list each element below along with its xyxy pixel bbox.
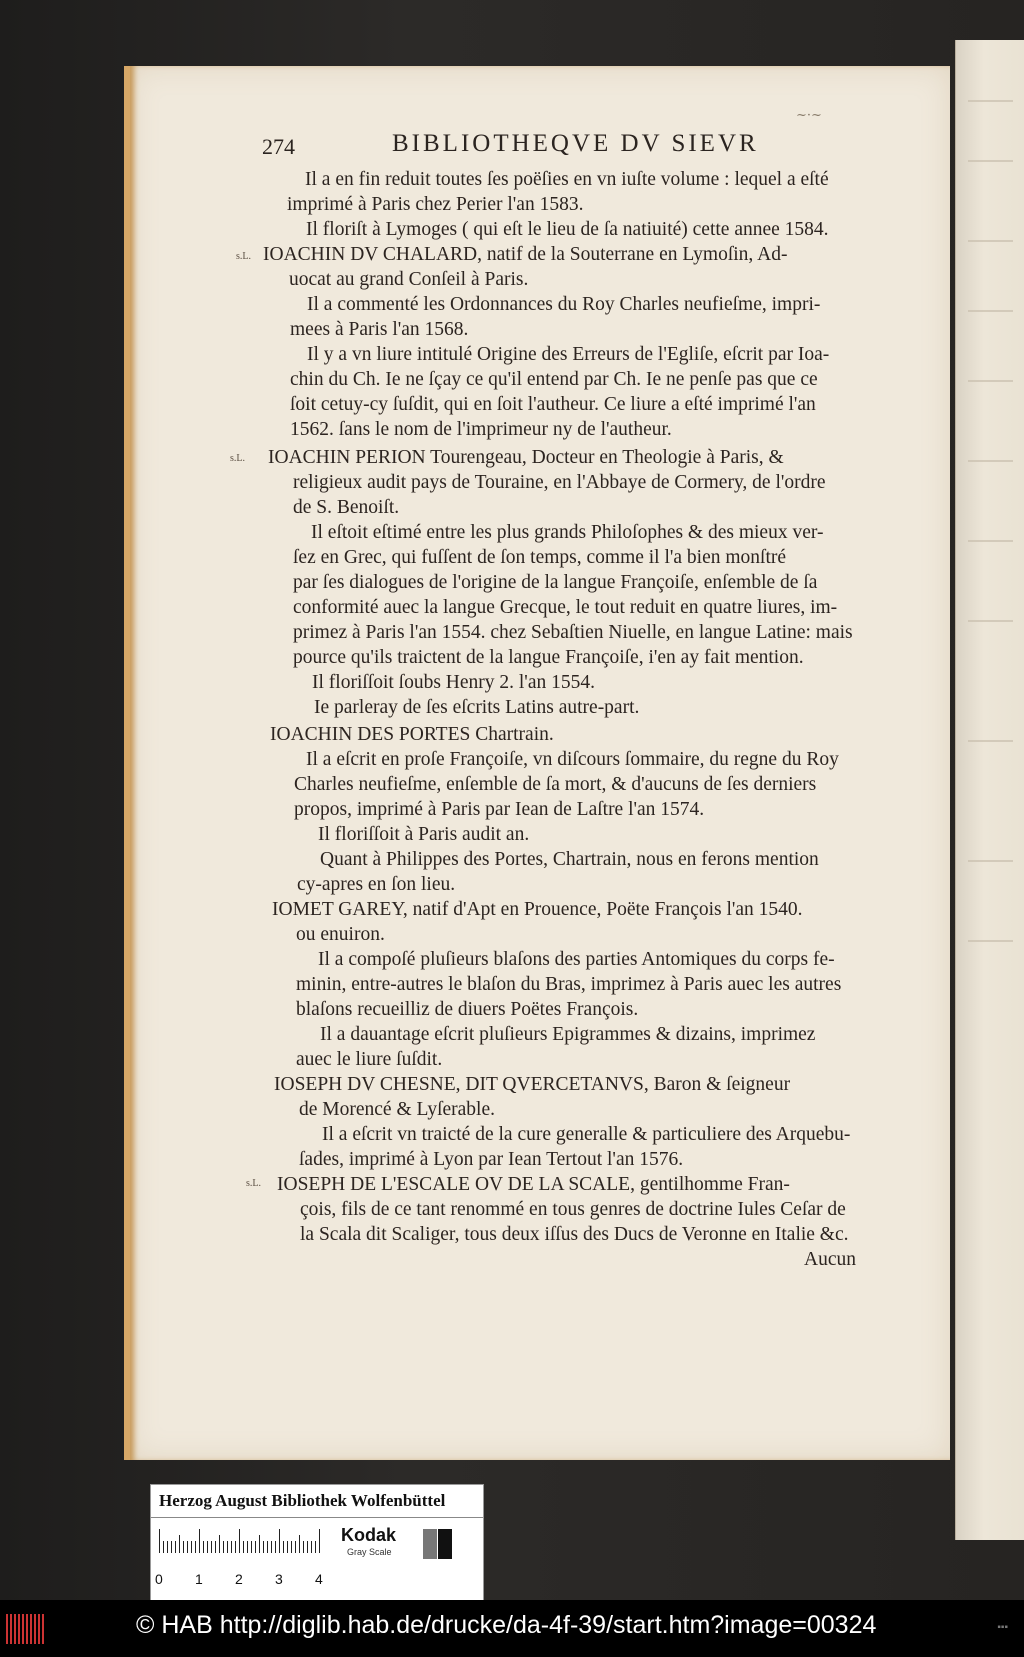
text-line: conformité auec la langue Grecque, le tout reduit en quatre liures, im- (293, 597, 838, 618)
footer-mark: ▪▪▪ (997, 1622, 1008, 1633)
scale-number: 1 (195, 1571, 203, 1587)
text-line: la Scala dit Scaliger, tous deux iſſus des Ducs de Veronne en Italie &c. (300, 1224, 849, 1245)
text-line: ſades, imprimé à Lyon par Iean Tertout l'an 1576. (299, 1149, 684, 1170)
text-line: imprimé à Paris chez Perier l'an 1583. (287, 194, 584, 215)
entry-heading: IOACHIN PERION Tourengeau, Docteur en Theologie à Paris, & (268, 447, 784, 468)
text-line: par ſes dialogues de l'origine de la langue Françoiſe, enſemble de ſa (293, 572, 818, 593)
text-line: Il a eſcrit en proſe Françoiſe, vn diſcours ſommaire, du regne du Roy (306, 749, 839, 770)
text-line: Il floriſt à Lymoges ( qui eſt le lieu de ſa natiuité) cette annee 1584. (306, 219, 829, 240)
text-line: de Morencé & Lyſerable. (299, 1099, 495, 1120)
ink-mark: ~·~ (796, 108, 822, 123)
scale-ruler (159, 1525, 331, 1553)
entry-heading: IOACHIN DES PORTES Chartrain. (270, 724, 554, 745)
copyright-credit: © HAB http://diglib.hab.de/drucke/da-4f-39/start.htm?image=00324 (136, 1611, 877, 1639)
black-swatch (438, 1529, 452, 1559)
text-line: Il floriſſoit ſoubs Henry 2. l'an 1554. (312, 672, 595, 693)
text-line: Il a dauantage eſcrit pluſieurs Epigrammes & dizains, imprimez (320, 1024, 816, 1045)
text-line: primez à Paris l'an 1554. chez Sebaſtien Niuelle, en langue Latine: mais (293, 622, 853, 643)
margin-note: s.L. (236, 251, 251, 262)
card-divider (151, 1517, 483, 1518)
text-line: Il a eſcrit vn traicté de la cure generalle & particuliere des Arquebu- (322, 1124, 851, 1145)
text-line: Il a en fin reduit toutes ſes poëſies en vn iuſte volume : lequel a eſté (305, 169, 829, 190)
text-line: propos, imprimé à Paris par Iean de Laſtre l'an 1574. (294, 799, 705, 820)
text-line: chin du Ch. Ie ne ſçay ce qu'il entend par Ch. Ie ne penſe pas que ce (290, 369, 818, 390)
gray-swatch (423, 1529, 437, 1559)
page-number: 274 (262, 134, 295, 159)
text-line: mees à Paris l'an 1568. (290, 319, 469, 340)
scale-number: 2 (235, 1571, 243, 1587)
scale-number: 0 (155, 1571, 163, 1587)
margin-note: s.L. (246, 1178, 261, 1189)
barcode-icon (6, 1614, 46, 1644)
institution-label: Herzog August Bibliothek Wolfenbüttel (159, 1491, 446, 1510)
text-line: uocat au grand Conſeil à Paris. (289, 269, 529, 290)
text-line: Il a commenté les Ordonnances du Roy Charles neufieſme, impri- (307, 294, 821, 315)
scale-number: 3 (275, 1571, 283, 1587)
entry-heading: IOMET GAREY, natif d'Apt en Prouence, Poëte François l'an 1540. (272, 899, 803, 920)
text-line: ou enuiron. (296, 924, 385, 945)
text-line: Ie parleray de ſes eſcrits Latins autre-part. (314, 697, 640, 718)
footer-bar (0, 1600, 1024, 1657)
text-line: Quant à Philippes des Portes, Chartrain, nous en ferons mention (320, 849, 819, 870)
text-line: Il a compoſé pluſieurs blaſons des parties Antomiques du corps fe- (318, 949, 835, 970)
entry-heading: IOSEPH DE L'ESCALE OV DE LA SCALE, gentilhomme Fran- (277, 1174, 790, 1195)
scale-number: 4 (315, 1571, 323, 1587)
entry-heading: IOSEPH DV CHESNE, DIT QVERCETANVS, Baron & ſeigneur (274, 1074, 791, 1095)
text-line: de S. Benoiſt. (293, 497, 400, 518)
running-title: BIBLIOTHEQVE DV SIEVR (392, 130, 759, 157)
text-line: blaſons recueilliz de diuers Poëtes François. (296, 999, 639, 1020)
margin-note: s.L. (230, 453, 245, 464)
text-line: Il y a vn liure intitulé Origine des Erreurs de l'Egliſe, eſcrit par Ioa- (307, 344, 830, 365)
gray-scale-label: Gray Scale (347, 1547, 392, 1557)
text-line: auec le liure ſuſdit. (296, 1049, 443, 1070)
text-line: 1562. ſans le nom de l'imprimeur ny de l'autheur. (290, 419, 672, 440)
entry-heading: IOACHIN DV CHALARD, natif de la Souterrane en Lymoſin, Ad- (263, 244, 788, 265)
text-line: Charles neufieſme, enſemble de ſa mort, & d'aucuns de ſes derniers (294, 774, 817, 795)
kodak-label: Kodak (341, 1525, 397, 1545)
text-line: pource qu'ils traictent de la langue Françoiſe, i'en ay fait mention. (293, 647, 804, 668)
text-line: çois, fils de ce tant renommé en tous genres de doctrine Iules Ceſar de (300, 1199, 846, 1220)
text-line: ſez en Grec, qui fuſſent de ſon temps, comme il l'a bien monſtré (293, 547, 787, 568)
text-line: religieux audit pays de Touraine, en l'Abbaye de Cormery, de l'ordre (293, 472, 826, 493)
text-line: minin, entre-autres le blaſon du Bras, imprimez à Paris auec les autres (296, 974, 842, 995)
text-line: Il floriſſoit à Paris audit an. (318, 824, 530, 845)
text-line: Il eſtoit eſtimé entre les plus grands Philoſophes & des mieux ver- (311, 522, 824, 543)
catchword: Aucun (804, 1249, 856, 1270)
text-line: ſoit cetuy-cy ſuſdit, qui en ſoit l'autheur. Ce liure a eſté imprimé l'an (290, 394, 816, 415)
text-line: cy-apres en ſon lieu. (297, 874, 456, 895)
